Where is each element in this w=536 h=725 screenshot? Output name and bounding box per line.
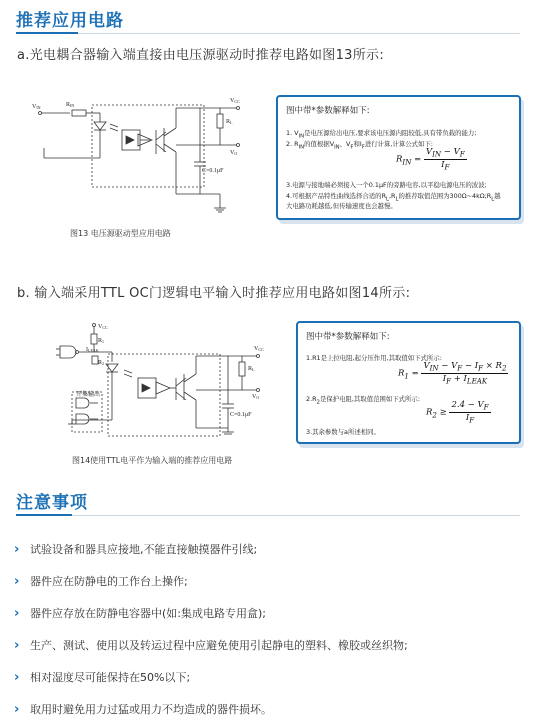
- param-box-a: [276, 95, 521, 220]
- param-box-b-line1: 1.R1是上拉电阻,起分压作用,其取值如下式所示:: [306, 354, 442, 362]
- fig14-open-collector: 开集输出: [76, 391, 101, 398]
- chevron-right-icon: ›: [14, 573, 20, 589]
- param-box-b-line2: $2.R_2$是保护电阻,其取值范围如下式所示:: [306, 395, 420, 406]
- section-divider-accent: [16, 32, 78, 34]
- chevron-right-icon: ›: [14, 669, 20, 685]
- formula-r2: $R_2$ ≥ $\frac{2.4 - V_F}{I_F}$: [426, 400, 489, 425]
- chevron-right-icon: ›: [14, 701, 20, 717]
- part-a-lead: a.光电耦合器输入端直接由电压源驱动时推荐电路如图13所示:: [17, 48, 385, 63]
- svg-text:R2: R2: [98, 360, 105, 366]
- note-item: › 器件应存放在防静电容器中(如:集成电路专用盒);: [14, 605, 266, 621]
- note-item: › 相对湿度尽可能保持在50%以下;: [14, 669, 191, 685]
- svg-text:VO: VO: [252, 394, 260, 400]
- param-box-b: [296, 321, 521, 444]
- chevron-right-icon: ›: [14, 605, 20, 621]
- fig14-vcc2: V: [254, 346, 259, 352]
- chevron-right-icon: ›: [14, 637, 20, 653]
- svg-text:R1: R1: [98, 338, 105, 344]
- param-box-a-line2: 2. $R_{IN}$的值根据$V_{IN}$、$V_F$和$I_F$进行计算,计算公式如下:: [286, 140, 433, 151]
- section-title-recommended: 推荐应用电路: [16, 11, 124, 31]
- svg-text:VCC: VCC: [254, 346, 264, 352]
- param-box-a-line4: 4.可根据产品特性曲线选择合适的$R_L,R_L$的推荐取值范围为$300\Omega\sim 4k\Omega;R_L$越: [286, 192, 501, 203]
- fig14-r1: R: [98, 338, 103, 344]
- param-box-a-line5: 大电路功耗越低,但传输速度也会越慢。: [286, 202, 397, 210]
- note-item: › 器件应在防静电的工作台上操作;: [14, 573, 188, 589]
- fig13-rl: R: [226, 119, 231, 125]
- section-title-notes: 注意事项: [16, 493, 88, 513]
- part-b-lead: b. 输入端采用TTL OC门逻辑电平输入时推荐应用电路如图14所示:: [17, 286, 411, 301]
- param-box-a-title: 图中带*参数解释如下:: [286, 106, 370, 116]
- svg-text:VO: VO: [230, 150, 238, 156]
- svg-text:RL: RL: [226, 119, 233, 125]
- figure-13-caption: 图13 电压源驱动型应用电路: [70, 229, 171, 238]
- param-box-a-line3: 3.电源与接地端必须接入一个0.1μF的旁路电容,以平稳电源电压的波波;: [286, 181, 487, 189]
- notes-list: [14, 533, 524, 725]
- fig14-vo: V: [252, 394, 257, 400]
- param-box-b-line3: 3.其余参数与a所述相同。: [306, 428, 380, 436]
- param-box-b-title: 图中带*参数解释如下:: [306, 332, 390, 342]
- fig14-rl: R: [248, 366, 253, 372]
- fig14-r2: R: [98, 360, 103, 366]
- param-box-a-line1: 1. $V_{IN}$是电压源给出电压,要求该电压源内阻较低,具有带负载的能力;: [286, 129, 477, 140]
- fig13-vo: V: [230, 150, 235, 156]
- note-item: › 取用时避免用力过猛或用力不均造成的器件损坏。: [14, 701, 272, 717]
- note-item: › 试验设备和器具应接地,不能直接触摸器件引线;: [14, 541, 258, 557]
- svg-text:VCC: VCC: [230, 98, 240, 104]
- figure-14-circuit: [52, 320, 282, 445]
- fig13-capacitor: C=0.1μF: [202, 168, 224, 174]
- section-divider-notes-accent: [16, 514, 72, 516]
- svg-text:ILEAK: ILEAK: [86, 347, 99, 353]
- section-divider-notes: [16, 515, 520, 516]
- fig14-ileak: I: [86, 347, 88, 353]
- svg-text:RL: RL: [248, 366, 255, 372]
- svg-text:RIN: RIN: [66, 102, 75, 108]
- fig13-rin: R: [66, 102, 71, 108]
- svg-text:VIN: VIN: [32, 104, 41, 110]
- fig14-vcc1: V: [98, 324, 103, 330]
- section-divider: [16, 33, 520, 34]
- fig14-capacitor: C=0.1μF: [230, 412, 252, 418]
- fig13-vcc: V: [230, 98, 235, 104]
- chevron-right-icon: ›: [14, 541, 20, 557]
- fig13-vin: V: [32, 104, 37, 110]
- svg-text:VCC: VCC: [98, 324, 108, 330]
- figure-14-caption: 图14使用TTL电平作为输入端的推荐应用电路: [72, 456, 233, 465]
- formula-rin: $R_{IN}$ = $\frac{V_{IN} - V_F}{I_F}$: [396, 147, 465, 172]
- note-item: › 生产、测试、使用以及转运过程中应避免使用引起静电的塑料、橡胶或丝织物;: [14, 637, 408, 653]
- formula-r1: $R_1$ = $\frac{V_{IN} - V_F - I_F \times R_2}{I_F + I_{LEAK}}$: [398, 361, 507, 386]
- figure-13-circuit: [30, 90, 260, 220]
